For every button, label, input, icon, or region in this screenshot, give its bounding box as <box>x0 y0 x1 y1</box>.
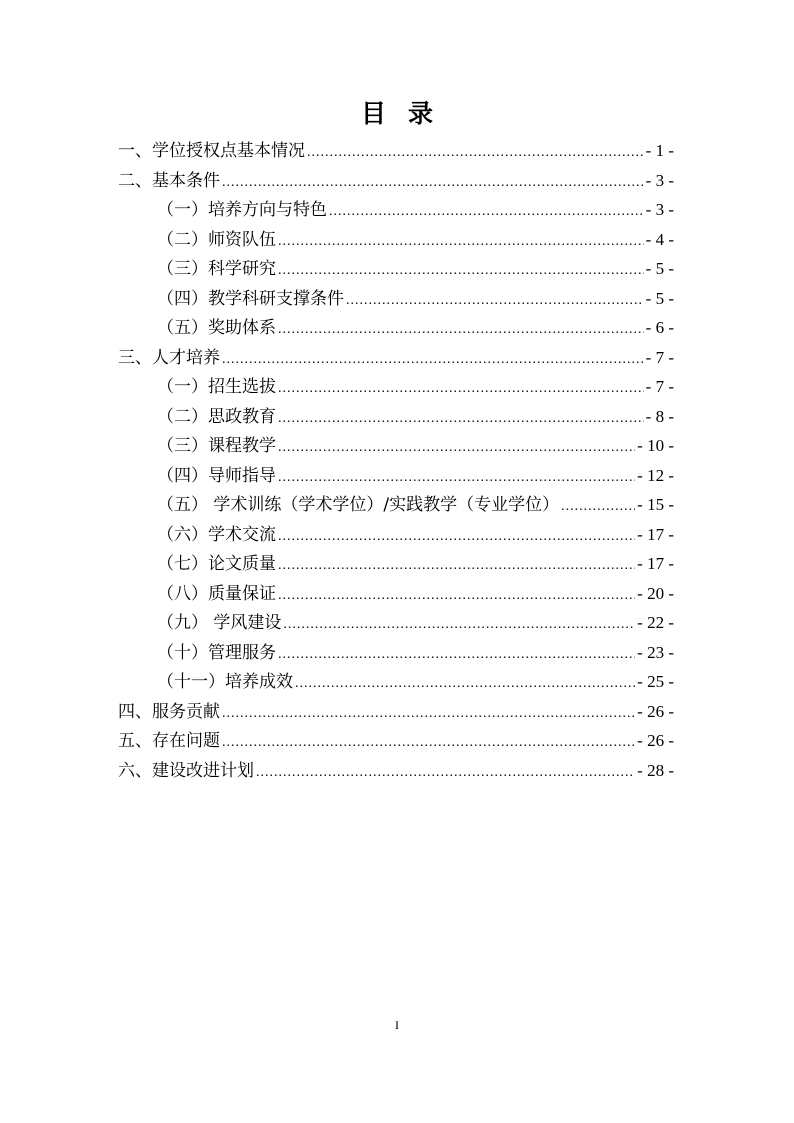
toc-entry-title: （二）师资队伍 <box>157 229 276 250</box>
toc-entry-page-number: - 3 - <box>645 170 674 190</box>
toc-entry[interactable] <box>118 697 674 727</box>
toc-entry[interactable] <box>118 225 674 255</box>
toc-dot-leader <box>295 669 635 699</box>
toc-dot-leader <box>278 551 635 581</box>
toc-entry-page-number: - 26 - <box>637 701 674 721</box>
toc-dot-leader <box>346 286 644 316</box>
toc-entry-page-number: - 25 - <box>637 672 674 691</box>
toc-entry-title: （九） 学风建设 <box>157 613 282 633</box>
toc-dot-leader <box>278 581 635 611</box>
toc-entry-page-number: - 7 - <box>645 377 674 396</box>
toc-entry-title: （四）导师指导 <box>157 465 276 486</box>
toc-entry[interactable] <box>118 638 674 668</box>
toc-entry[interactable] <box>118 402 674 432</box>
toc-entry-page-number: - 26 - <box>637 731 674 750</box>
toc-entry-title: （五）奖助体系 <box>157 318 276 338</box>
toc-entry-page-number: - 12 - <box>637 465 674 485</box>
toc-dot-leader <box>278 315 644 345</box>
toc-entry-page-number: - 20 - <box>637 583 674 603</box>
toc-entry-page-number: - 17 - <box>637 554 674 573</box>
toc-entry[interactable] <box>118 372 674 402</box>
toc-entry-page-number: - 23 - <box>637 642 674 662</box>
toc-entry-page-number: - 3 - <box>645 200 674 219</box>
toc-dot-leader <box>278 404 644 434</box>
toc-entry[interactable] <box>118 431 674 461</box>
toc-title: 目录 <box>360 99 455 128</box>
toc-entry-title: 五、存在问题 <box>118 731 220 751</box>
toc-dot-leader <box>307 138 644 168</box>
toc-entry-page-number: - 7 - <box>645 347 674 367</box>
toc-entry-title: （十）管理服务 <box>157 642 276 663</box>
toc-dot-leader <box>222 168 644 198</box>
toc-entry-title: （七）论文质量 <box>157 554 276 574</box>
toc-entry[interactable] <box>118 195 674 225</box>
toc-dot-leader <box>256 758 635 788</box>
toc-entry[interactable] <box>118 136 674 166</box>
page-number: I <box>395 1018 399 1032</box>
toc-dot-leader <box>278 227 644 257</box>
toc-entry-page-number: - 28 - <box>637 760 674 780</box>
toc-dot-leader <box>222 728 635 758</box>
toc-entry[interactable] <box>118 166 674 196</box>
toc-entry-page-number: - 5 - <box>645 288 674 308</box>
toc-entry[interactable] <box>118 313 674 343</box>
toc-entry-title: （二）思政教育 <box>157 406 276 427</box>
toc-entry-page-number: - 10 - <box>637 436 674 455</box>
toc-entry-page-number: - 15 - <box>637 495 674 514</box>
toc-entry-title: （四）教学科研支撑条件 <box>157 288 344 309</box>
toc-dot-leader <box>278 433 635 463</box>
toc-entry-title: （三）课程教学 <box>157 436 276 456</box>
toc-dot-leader <box>278 374 644 404</box>
toc-dot-leader <box>222 345 644 375</box>
toc-entry-title: （五） 学术训练（学术学位）/实践教学（专业学位） <box>157 495 560 515</box>
toc-entry[interactable] <box>118 490 674 520</box>
toc-entry-title: 六、建设改进计划 <box>118 760 254 781</box>
toc-entry-title: 一、学位授权点基本情况 <box>118 141 305 161</box>
toc-entry[interactable] <box>118 461 674 491</box>
toc-entry-page-number: - 5 - <box>645 259 674 278</box>
toc-entry[interactable] <box>118 520 674 550</box>
toc-entry-title: 四、服务贡献 <box>118 701 220 722</box>
toc-entry-page-number: - 1 - <box>645 141 674 160</box>
toc-dot-leader <box>278 256 644 286</box>
toc-entry-page-number: - 22 - <box>637 613 674 632</box>
toc-entry-page-number: - 8 - <box>645 406 674 426</box>
toc-dot-leader <box>329 197 644 227</box>
toc-entry-title: 三、人才培养 <box>118 347 220 368</box>
toc-entry[interactable] <box>118 579 674 609</box>
toc-entry[interactable] <box>118 254 674 284</box>
toc-entry-title: 二、基本条件 <box>118 170 220 191</box>
toc-entry-title: （三）科学研究 <box>157 259 276 279</box>
toc-entry[interactable] <box>118 726 674 756</box>
toc-dot-leader <box>561 492 635 522</box>
toc-dot-leader <box>278 640 635 670</box>
toc-dot-leader <box>278 463 635 493</box>
toc-entry-page-number: - 4 - <box>645 229 674 249</box>
toc-entry-title: （六）学术交流 <box>157 524 276 545</box>
toc-entry[interactable] <box>118 667 674 697</box>
toc-entry-title: （十一）培养成效 <box>157 672 293 692</box>
toc-entry-title: （一）培养方向与特色 <box>157 200 327 220</box>
toc-dot-leader <box>222 699 635 729</box>
toc-entry-page-number: - 17 - <box>637 524 674 544</box>
toc-entry[interactable] <box>118 756 674 786</box>
toc-entry[interactable] <box>118 608 674 638</box>
toc-entry-page-number: - 6 - <box>645 318 674 337</box>
toc-entry-title: （一）招生选拔 <box>157 377 276 397</box>
toc-list <box>118 136 674 785</box>
toc-entry[interactable] <box>118 549 674 579</box>
toc-entry-title: （八）质量保证 <box>157 583 276 604</box>
toc-entry[interactable] <box>118 343 674 373</box>
toc-dot-leader <box>278 522 635 552</box>
toc-dot-leader <box>283 610 635 640</box>
toc-entry[interactable] <box>118 284 674 314</box>
